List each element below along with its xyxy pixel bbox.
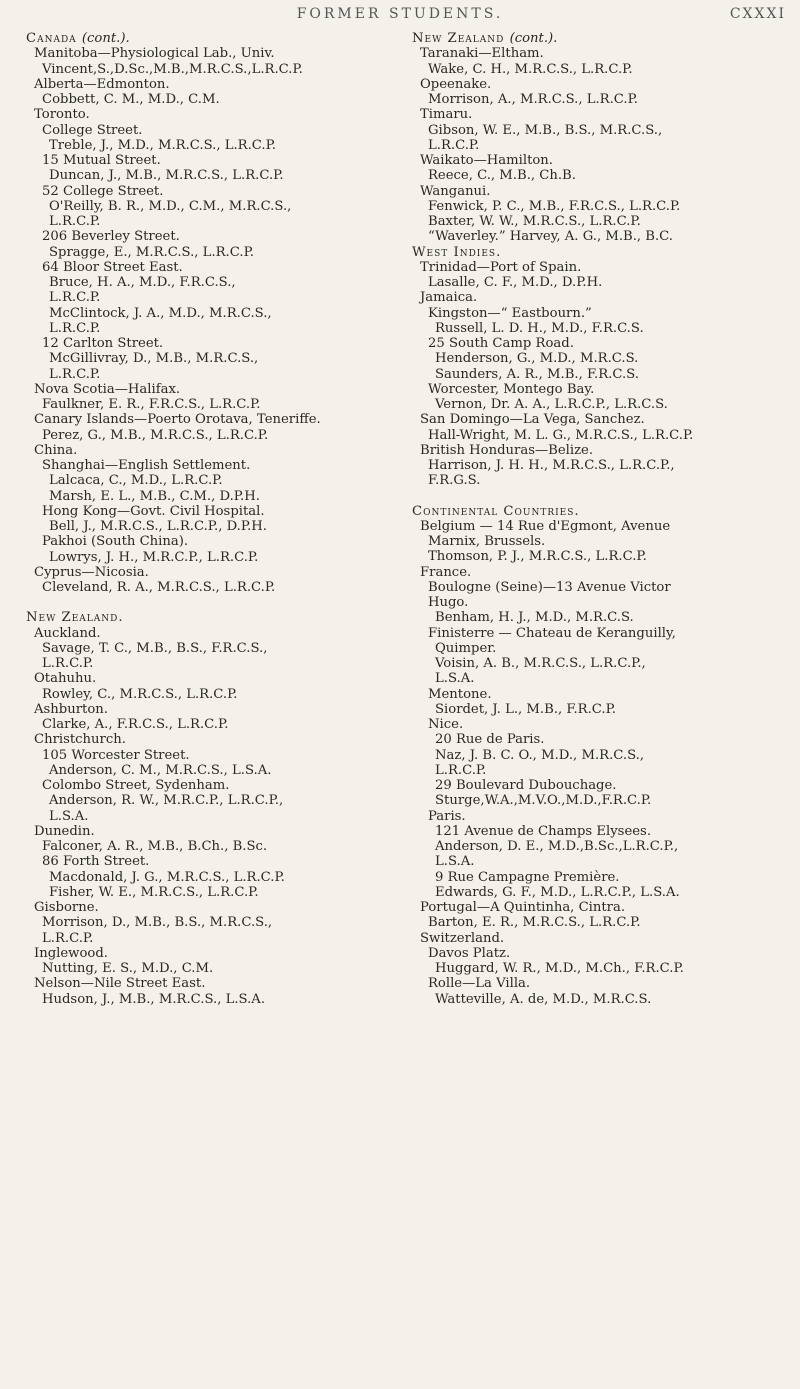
list-entry [26,489,382,504]
entry-text: Dunedin. [34,823,95,839]
entry-text: Sturge,W.A.,M.V.O.,M.D.,F.R.C.P. [435,793,652,809]
entry-text: New Zealand [412,31,505,46]
continued-note: (cont.). [81,31,130,46]
entry-text: Canary Islands—Poerto Orotava, Teneriffe. [34,412,321,428]
entry-text: Cleveland, R. A., M.R.C.S., L.R.C.P. [42,580,276,595]
entry-text: Continental Countries. [412,503,580,519]
entry-text: Rowley, C., M.R.C.S., L.R.C.P. [42,686,238,702]
entry-text: 9 Rue Campagne Première. [435,869,620,885]
list-entry [26,854,382,869]
list-entry [412,656,784,671]
entry-text: Shanghai—English Settlement. [42,458,251,473]
list-entry [412,168,784,183]
section-gap [412,489,784,504]
entry-text: Toronto. [34,107,90,123]
list-entry [412,336,784,351]
list-entry [412,153,784,168]
entry-text: Christchurch. [34,732,126,748]
list-entry [412,519,784,534]
list-entry [412,900,784,915]
entry-text: Nutting, E. S., M.D., C.M. [42,961,214,976]
entry-text: Waikato—Hamilton. [420,153,553,168]
entry-text: Vernon, Dr. A. A., L.R.C.P., L.R.C.S. [435,397,668,412]
entry-text: Hall-Wright, M. L. G., M.R.C.S., L.R.C.P. [428,427,694,443]
section-gap [26,595,382,610]
entry-text: Colombo Street, Sydenham. [42,778,230,793]
list-entry [412,138,784,153]
entry-text: Perez, G., M.B., M.R.C.S., L.R.C.P. [42,427,269,443]
entry-text: Thomson, P. J., M.R.C.S., L.R.C.P. [428,549,647,565]
list-entry [26,870,382,885]
entry-text: Quimper. [435,640,497,656]
entry-text: Hugo. [428,595,469,610]
list-entry [412,275,784,290]
list-entry [412,107,784,122]
list-entry [26,306,382,321]
list-entry [26,824,382,839]
list-entry [26,534,382,549]
list-entry [412,62,784,77]
section-heading [412,31,784,46]
list-entry [26,367,382,382]
list-entry [412,184,784,199]
section-heading [412,504,784,519]
entry-text: Trinidad—Port of Spain. [420,259,582,275]
list-entry [412,961,784,976]
entry-text: Anderson, D. E., M.D.,B.Sc.,L.R.C.P., [435,839,679,854]
list-entry [412,306,784,321]
list-entry [26,976,382,991]
entry-text: Pakhoi (South China). [42,534,189,550]
entry-text: Lasalle, C. F., M.D., D.P.H. [428,275,603,290]
entry-text: McGillivray, D., M.B., M.R.C.S., [49,351,259,367]
entry-text: Opeenake. [420,76,492,92]
entry-text: Hudson, J., M.B., M.R.C.S., L.S.A. [42,991,266,1007]
list-entry [412,367,784,382]
list-entry [412,641,784,656]
entry-text: 121 Avenue de Champs Elysees. [435,823,652,839]
entry-text: Ashburton. [34,701,108,717]
list-entry [26,46,382,61]
section-heading [26,610,382,625]
entry-text: Worcester, Montego Bay. [428,381,595,397]
entry-text: Switzerland. [420,930,505,946]
entry-text: Wanganui. [420,183,491,199]
right-column [412,31,784,1007]
list-entry [412,428,784,443]
list-entry [26,748,382,763]
list-entry [412,748,784,763]
list-entry [26,565,382,580]
entry-text: Fenwick, P. C., M.B., F.R.C.S., L.R.C.P. [428,198,681,214]
entry-text: L.R.C.P. [49,214,101,229]
list-entry [26,550,382,565]
list-entry [412,824,784,839]
entry-text: Lalcaca, C., M.D., L.R.C.P. [49,473,223,489]
entry-text: Boulogne (Seine)—13 Avenue Victor [428,579,671,595]
entry-text: Belgium — 14 Rue d'Egmont, Avenue [420,518,671,534]
list-entry [26,138,382,153]
entry-text: 64 Bloor Street East. [42,259,183,275]
list-entry [412,763,784,778]
entry-text: L.S.A. [435,671,475,687]
entry-text: Duncan, J., M.B., M.R.C.S., L.R.C.P. [49,168,284,184]
entry-text: Reece, C., M.B., Ch.B. [428,168,576,184]
entry-text: Jamaica. [420,290,478,306]
list-entry [412,565,784,580]
entry-text: Portugal—A Quintinha, Cintra. [420,900,626,915]
entry-text: Davos Platz. [428,945,511,961]
list-entry [412,229,784,244]
entry-text: Siordet, J. L., M.B., F.R.C.P. [435,701,616,717]
list-entry [412,702,784,717]
entry-text: 25 South Camp Road. [428,336,574,351]
list-entry [412,260,784,275]
entry-text: L.R.C.P. [428,137,480,153]
list-entry [26,290,382,305]
list-entry [26,504,382,519]
entry-text: Macdonald, J. G., M.R.C.S., L.R.C.P. [49,869,285,885]
entry-text: “Waverley.” Harvey, A. G., M.B., B.C. [428,229,673,245]
entry-text: 29 Boulevard Dubouchage. [435,778,617,793]
running-title: FORMER STUDENTS. [296,6,504,22]
list-entry [26,336,382,351]
list-entry [412,595,784,610]
list-entry [26,382,382,397]
list-entry [412,77,784,92]
list-entry [26,351,382,366]
list-entry [412,870,784,885]
list-entry [26,900,382,915]
entry-text: Treble, J., M.D., M.R.C.S., L.R.C.P. [49,137,277,153]
list-entry [412,626,784,641]
list-entry [26,107,382,122]
list-entry [26,885,382,900]
list-entry [26,260,382,275]
list-entry [26,519,382,534]
list-entry [26,580,382,595]
list-entry [26,168,382,183]
list-entry [26,641,382,656]
list-entry [412,214,784,229]
entry-text: Marsh, E. L., M.B., C.M., D.P.H. [49,488,260,504]
entry-text: Savage, T. C., M.B., B.S., F.R.C.S., [42,640,268,656]
entry-text: Saunders, A. R., M.B., F.R.C.S. [435,366,639,382]
entry-text: Faulkner, E. R., F.R.C.S., L.R.C.P. [42,397,261,412]
entry-text: L.S.A. [49,808,89,824]
list-entry [26,62,382,77]
entry-text: College Street. [42,122,143,138]
entry-text: L.R.C.P. [42,930,94,946]
list-entry [26,763,382,778]
entry-text: Baxter, W. W., M.R.C.S., L.R.C.P. [428,214,641,229]
entry-text: L.R.C.P. [49,320,101,336]
list-entry [26,626,382,641]
entry-text: Barton, E. R., M.R.C.S., L.R.C.P. [428,915,641,931]
entry-text: Harrison, J. H. H., M.R.C.S., L.R.C.P., [428,458,675,473]
list-entry [412,687,784,702]
entry-text: Alberta—Edmonton. [34,76,170,92]
list-entry [412,321,784,336]
list-entry [26,428,382,443]
list-entry [412,412,784,427]
list-entry [26,229,382,244]
entry-text: L.R.C.P. [49,366,101,382]
list-entry [26,992,382,1007]
list-entry [26,321,382,336]
entry-text: Bell, J., M.R.C.S., L.R.C.P., D.P.H. [49,519,267,534]
list-entry [26,778,382,793]
entry-text: Bruce, H. A., M.D., F.R.C.S., [49,275,236,290]
entry-text: L.R.C.P. [42,656,94,671]
entry-text: 105 Worcester Street. [42,747,190,763]
entry-text: Henderson, G., M.D., M.R.C.S. [435,351,639,367]
entry-text: British Honduras—Belize. [420,442,594,458]
entry-text: Morrison, D., M.B., B.S., M.R.C.S., [42,915,273,931]
entry-text: Paris. [428,808,466,824]
entry-text: 206 Beverley Street. [42,229,180,245]
entry-text: Lowrys, J. H., M.R.C.P., L.R.C.P. [49,549,259,565]
list-entry [412,992,784,1007]
entry-text: Falconer, A. R., M.B., B.Ch., B.Sc. [42,839,268,854]
list-entry [412,793,784,808]
list-entry [26,153,382,168]
entry-text: Nice. [428,717,464,732]
entry-text: Rolle—La Villa. [428,976,531,992]
list-entry [412,671,784,686]
list-entry [26,412,382,427]
entry-text: Nelson—Nile Street East. [34,976,206,992]
list-entry [26,671,382,686]
left-column [26,31,382,1007]
list-entry [412,717,784,732]
list-entry [412,397,784,412]
entry-text: L.S.A. [435,854,475,870]
list-entry [412,458,784,473]
entry-text: Clarke, A., F.R.C.S., L.R.C.P. [42,717,229,732]
list-entry [26,702,382,717]
list-entry [412,885,784,900]
list-entry [26,123,382,138]
entry-text: L.R.C.P. [435,762,487,778]
list-entry [26,915,382,930]
list-entry [412,199,784,214]
list-entry [412,732,784,747]
entry-text: Wake, C. H., M.R.C.S., L.R.C.P. [428,61,633,77]
list-entry [412,854,784,869]
list-entry [26,245,382,260]
list-entry [26,809,382,824]
list-entry [26,717,382,732]
entry-text: 52 College Street. [42,183,164,199]
list-entry [26,793,382,808]
list-entry [412,534,784,549]
entry-text: Cyprus—Nicosia. [34,564,149,580]
entry-text: Edwards, G. F., M.D., L.R.C.P., L.S.A. [435,884,680,900]
section-heading [412,245,784,260]
list-entry [412,382,784,397]
list-entry [26,77,382,92]
entry-text: New Zealand. [26,610,124,626]
list-entry [412,549,784,564]
entry-text: 20 Rue de Paris. [435,732,545,748]
list-entry [412,46,784,61]
entry-text: Morrison, A., M.R.C.S., L.R.C.P. [428,92,638,107]
list-entry [412,290,784,305]
list-entry [412,580,784,595]
entry-text: Anderson, C. M., M.R.C.S., L.S.A. [49,762,272,778]
list-entry [412,92,784,107]
entry-text: West Indies. [412,244,502,260]
entry-text: Auckland. [34,625,101,641]
entry-text: Fisher, W. E., M.R.C.S., L.R.C.P. [49,884,259,900]
list-entry [412,123,784,138]
entry-text: San Domingo—La Vega, Sanchez. [420,412,645,428]
list-entry [26,931,382,946]
list-entry [412,809,784,824]
entry-text: Manitoba—Physiological Lab., Univ. [34,46,275,62]
list-entry [26,656,382,671]
list-entry [26,732,382,747]
list-entry [412,931,784,946]
entry-text: Nova Scotia—Halifax. [34,381,181,397]
entry-text: Canada [26,31,77,46]
list-entry [26,473,382,488]
entry-text: Vincent,S.,D.Sc.,M.B.,M.R.C.S.,L.R.C.P. [42,61,303,77]
list-entry [26,199,382,214]
list-entry [412,915,784,930]
list-entry [26,184,382,199]
entry-text: China. [34,442,78,458]
entry-text: Watteville, A. de, M.D., M.R.C.S. [435,991,652,1007]
entry-text: Russell, L. D. H., M.D., F.R.C.S. [435,320,644,336]
list-entry [26,92,382,107]
entry-text: L.R.C.P. [49,290,101,306]
list-entry [26,443,382,458]
entry-text: Gibson, W. E., M.B., B.S., M.R.C.S., [428,122,663,138]
entry-text: Cobbett, C. M., M.D., C.M. [42,92,220,107]
list-entry [26,214,382,229]
list-entry [412,976,784,991]
list-entry [412,610,784,625]
list-entry [412,946,784,961]
list-entry [412,443,784,458]
entry-text: Timaru. [420,107,473,123]
list-entry [412,473,784,488]
entry-text: Mentone. [428,686,492,702]
page-number: CXXXI [729,6,786,22]
entry-text: 15 Mutual Street. [42,153,161,168]
entry-text: Huggard, W. R., M.D., M.Ch., F.R.C.P. [435,961,684,976]
entry-text: Gisborne. [34,900,99,915]
entry-text: Hong Kong—Govt. Civil Hospital. [42,503,265,519]
entry-text: Finisterre — Chateau de Keranguilly, [428,625,676,641]
entry-text: McClintock, J. A., M.D., M.R.C.S., [49,305,272,321]
list-entry [26,275,382,290]
entry-text: Naz, J. B. C. O., M.D., M.R.C.S., [435,747,645,763]
entry-text: O'Reilly, B. R., M.D., C.M., M.R.C.S., [49,198,292,214]
list-entry [26,397,382,412]
entry-text: Kingston—“ Eastbourn.” [428,305,592,321]
list-entry [26,946,382,961]
entry-text: F.R.G.S. [428,473,481,489]
entry-text: Voisin, A. B., M.R.C.S., L.R.C.P., [435,656,646,671]
list-entry [26,458,382,473]
list-entry [412,351,784,366]
section-heading [26,31,382,46]
entry-text: Otahuhu. [34,671,97,687]
entry-text: Anderson, R. W., M.R.C.P., L.R.C.P., [49,793,284,809]
entry-text: Inglewood. [34,945,108,961]
entry-text: France. [420,564,472,580]
list-entry [26,961,382,976]
entry-text: 86 Forth Street. [42,854,150,870]
entry-text: Taranaki—Eltham. [420,46,544,62]
list-entry [26,687,382,702]
entry-text: Spragge, E., M.R.C.S., L.R.C.P. [49,244,254,260]
list-entry [412,778,784,793]
list-entry [412,839,784,854]
entry-text: Benham, H. J., M.D., M.R.C.S. [435,610,634,626]
continued-note: (cont.). [509,31,558,46]
list-entry [26,839,382,854]
entry-text: 12 Carlton Street. [42,336,164,351]
entry-text: Marnix, Brussels. [428,534,546,549]
